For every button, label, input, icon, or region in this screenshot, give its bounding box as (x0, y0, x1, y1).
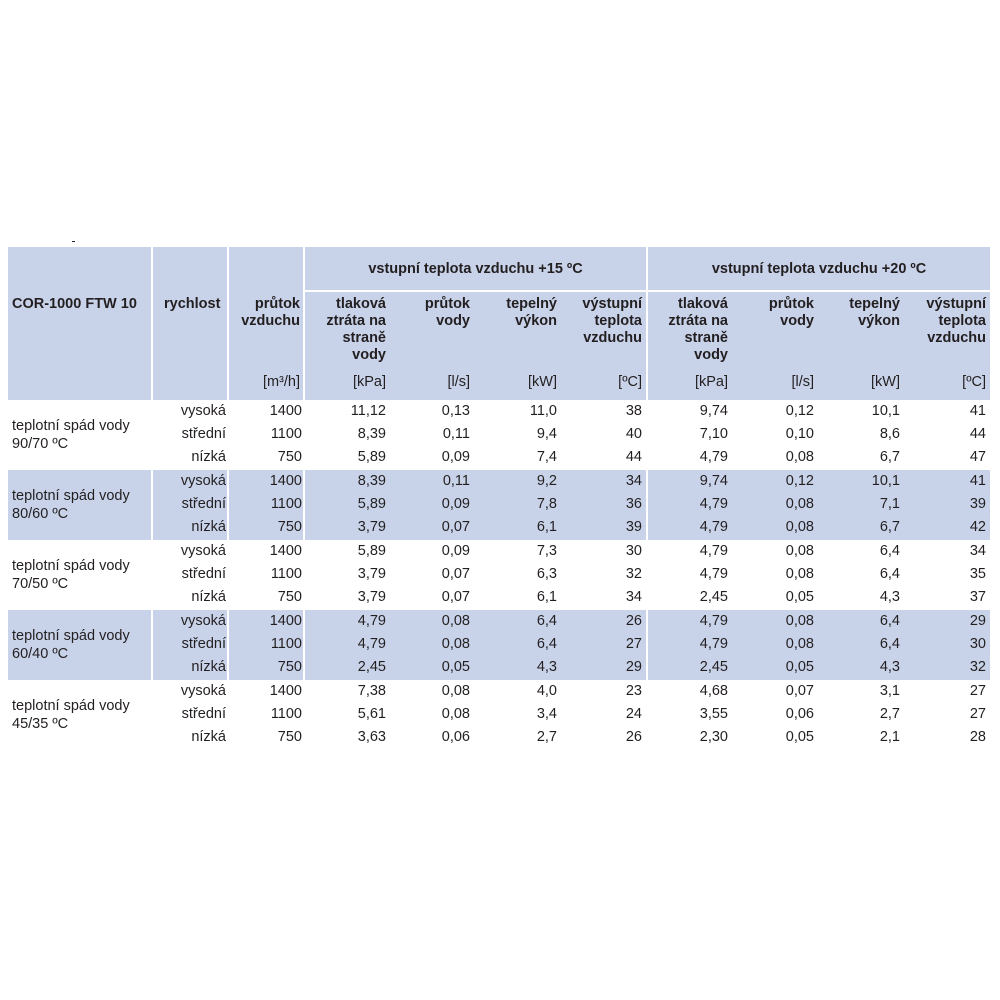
table-cell: 41 (969, 403, 986, 419)
table-cell: 30 (625, 543, 642, 559)
table-cell: 34 (625, 589, 642, 605)
speed-cell: nízká (191, 519, 226, 535)
table-cell: 9,74 (699, 403, 728, 419)
header-divider (151, 247, 153, 400)
table-cell: 2,1 (879, 729, 900, 745)
column-header: průtok vody (424, 296, 470, 329)
table-cell: 0,12 (785, 403, 814, 419)
table-cell: 26 (625, 613, 642, 629)
table-cell: 0,08 (441, 613, 470, 629)
table-cell: 24 (625, 706, 642, 722)
table-cell: 6,4 (879, 613, 900, 629)
table-cell: 3,55 (699, 706, 728, 722)
table-cell: 6,4 (879, 566, 900, 582)
table-cell: 28 (969, 729, 986, 745)
table-cell: 30 (969, 636, 986, 652)
table-cell: 4,79 (699, 636, 728, 652)
row-group (8, 680, 990, 750)
table-cell: 7,38 (357, 683, 386, 699)
table-cell: 44 (625, 449, 642, 465)
table-cell: 42 (969, 519, 986, 535)
table-cell: 0,08 (785, 636, 814, 652)
table-cell: 0,11 (442, 473, 470, 489)
table-cell: 750 (277, 729, 302, 745)
speed-cell: střední (181, 706, 226, 722)
row-group (8, 610, 990, 680)
header-divider (305, 290, 990, 292)
table-cell: 7,8 (536, 496, 557, 512)
table-cell: 2,7 (879, 706, 900, 722)
table-cell: 32 (625, 566, 642, 582)
table-cell: 1100 (270, 706, 302, 722)
table-cell: 4,79 (357, 636, 386, 652)
table-cell: 750 (277, 449, 302, 465)
airflow-unit: [m³/h] (262, 374, 300, 390)
table-cell: 2,45 (699, 659, 728, 675)
table-cell: 5,89 (357, 543, 386, 559)
table-cell: 0,08 (441, 683, 470, 699)
column-unit: [l/s] (447, 374, 470, 390)
group-label: teplotní spád vody 45/35 ºC (12, 698, 130, 732)
table-cell: 4,3 (879, 589, 900, 605)
column-header: výstupní teplota vzduchu (582, 296, 642, 346)
table-cell: 4,0 (536, 683, 557, 699)
table-cell: 1100 (270, 426, 302, 442)
table-cell: 2,45 (699, 589, 728, 605)
table-cell: 0,10 (785, 426, 814, 442)
group-header-15: vstupní teplota vzduchu +15 ºC (368, 261, 583, 277)
table-cell: 11,0 (529, 403, 557, 419)
table-cell: 4,79 (699, 543, 728, 559)
speed-cell: střední (181, 636, 226, 652)
table-cell: 0,08 (785, 519, 814, 535)
table-cell: 4,68 (699, 683, 728, 699)
table-cell: 5,89 (357, 449, 386, 465)
table-cell: 32 (969, 659, 986, 675)
table-cell: 0,07 (441, 589, 470, 605)
column-header: tlaková ztráta na straně vody (326, 296, 386, 363)
header-divider (227, 247, 229, 400)
table-header (8, 247, 990, 400)
table-cell: 8,6 (879, 426, 900, 442)
column-unit: [kW] (528, 374, 557, 390)
table-cell: 4,79 (699, 613, 728, 629)
table-cell: 4,79 (699, 566, 728, 582)
table-cell: 40 (625, 426, 642, 442)
column-unit: [ºC] (962, 374, 986, 390)
column-header: průtok vody (768, 296, 814, 329)
table-cell: 1400 (269, 613, 302, 629)
table-cell: 6,3 (536, 566, 557, 582)
stray-mark (72, 241, 75, 242)
table-cell: 0,08 (785, 543, 814, 559)
table-cell: 27 (625, 636, 642, 652)
table-cell: 0,07 (441, 566, 470, 582)
table-cell: 0,05 (441, 659, 470, 675)
table-cell: 0,08 (785, 566, 814, 582)
column-unit: [kW] (871, 374, 900, 390)
table-cell: 0,05 (785, 729, 814, 745)
table-cell: 8,39 (357, 473, 386, 489)
table-body (8, 400, 990, 750)
table-cell: 4,79 (699, 496, 728, 512)
table-cell: 2,30 (699, 729, 728, 745)
table-cell: 4,3 (536, 659, 557, 675)
speed-cell: střední (181, 426, 226, 442)
row-divider (303, 470, 305, 540)
table-cell: 4,79 (699, 449, 728, 465)
table-cell: 1400 (269, 543, 302, 559)
table-cell: 4,3 (879, 659, 900, 675)
table-cell: 27 (969, 683, 986, 699)
airflow-header: průtok vzduchu (241, 296, 300, 329)
table-cell: 39 (969, 496, 986, 512)
table-cell: 750 (277, 589, 302, 605)
table-cell: 4,79 (357, 613, 386, 629)
table-cell: 38 (625, 403, 642, 419)
table-cell: 37 (969, 589, 986, 605)
column-header: výstupní teplota vzduchu (926, 296, 986, 346)
group-label: teplotní spád vody 80/60 ºC (12, 488, 130, 522)
table-cell: 1100 (270, 636, 302, 652)
table-cell: 7,1 (879, 496, 900, 512)
table-cell: 3,1 (879, 683, 900, 699)
table-cell: 2,7 (536, 729, 557, 745)
table-cell: 1100 (270, 496, 302, 512)
performance-table (8, 247, 990, 750)
speed-cell: vysoká (180, 403, 226, 419)
table-cell: 0,09 (441, 543, 470, 559)
table-cell: 7,3 (536, 543, 557, 559)
table-cell: 0,08 (441, 706, 470, 722)
table-cell: 0,09 (441, 449, 470, 465)
speed-cell: nízká (191, 449, 226, 465)
column-unit: [ºC] (618, 374, 642, 390)
table-cell: 26 (625, 729, 642, 745)
table-cell: 0,08 (785, 496, 814, 512)
speed-header: rychlost (164, 296, 221, 312)
table-cell: 0,09 (441, 496, 470, 512)
table-cell: 3,79 (357, 519, 386, 535)
table-cell: 3,79 (357, 589, 386, 605)
table-cell: 0,07 (785, 683, 814, 699)
group-header-20: vstupní teplota vzduchu +20 ºC (711, 261, 927, 277)
column-unit: [kPa] (694, 374, 728, 390)
speed-cell: nízká (191, 729, 226, 745)
speed-cell: vysoká (180, 473, 226, 489)
table-cell: 1100 (270, 566, 302, 582)
table-cell: 36 (625, 496, 642, 512)
row-group (8, 400, 990, 470)
speed-cell: vysoká (180, 543, 226, 559)
table-cell: 0,07 (441, 519, 470, 535)
table-cell: 0,06 (441, 729, 470, 745)
row-divider (303, 610, 305, 680)
table-cell: 0,05 (785, 659, 814, 675)
table-cell: 10,1 (871, 473, 900, 489)
table-cell: 10,1 (871, 403, 900, 419)
table-cell: 0,11 (442, 426, 470, 442)
table-cell: 0,05 (785, 589, 814, 605)
table-cell: 0,13 (441, 403, 470, 419)
table-cell: 27 (969, 706, 986, 722)
speed-cell: nízká (191, 659, 226, 675)
table-cell: 5,61 (357, 706, 386, 722)
table-cell: 0,08 (785, 613, 814, 629)
table-cell: 5,89 (357, 496, 386, 512)
table-cell: 6,4 (879, 636, 900, 652)
table-cell: 8,39 (357, 426, 386, 442)
table-cell: 1400 (269, 473, 302, 489)
speed-cell: střední (181, 496, 226, 512)
table-cell: 6,4 (536, 613, 557, 629)
table-cell: 35 (969, 566, 986, 582)
table-cell: 750 (277, 519, 302, 535)
speed-cell: střední (181, 566, 226, 582)
column-header: tepelný výkon (849, 296, 900, 329)
speed-cell: vysoká (180, 613, 226, 629)
table-cell: 6,1 (536, 519, 557, 535)
table-cell: 0,12 (785, 473, 814, 489)
table-cell: 34 (969, 543, 986, 559)
column-header: tepelný výkon (506, 296, 557, 329)
group-label: teplotní spád vody 90/70 ºC (12, 418, 130, 452)
table-cell: 39 (625, 519, 642, 535)
table-cell: 0,08 (441, 636, 470, 652)
column-unit: [kPa] (352, 374, 386, 390)
table-cell: 29 (969, 613, 986, 629)
speed-cell: nízká (191, 589, 226, 605)
table-cell: 6,1 (536, 589, 557, 605)
table-cell: 3,63 (357, 729, 386, 745)
row-group (8, 470, 990, 540)
table-cell: 4,79 (699, 519, 728, 535)
table-cell: 44 (969, 426, 986, 442)
group-label: teplotní spád vody 70/50 ºC (12, 558, 130, 592)
table-cell: 41 (969, 473, 986, 489)
table-cell: 3,79 (357, 566, 386, 582)
table-cell: 47 (969, 449, 986, 465)
speed-cell: vysoká (180, 683, 226, 699)
table-cell: 29 (625, 659, 642, 675)
table-cell: 1400 (269, 403, 302, 419)
row-group (8, 540, 990, 610)
table-cell: 6,4 (536, 636, 557, 652)
table-cell: 3,4 (536, 706, 557, 722)
group-label: teplotní spád vody 60/40 ºC (12, 628, 130, 662)
table-cell: 11,12 (350, 403, 386, 419)
table-cell: 9,2 (536, 473, 557, 489)
table-cell: 6,7 (879, 519, 900, 535)
table-cell: 7,4 (536, 449, 557, 465)
table-cell: 1400 (269, 683, 302, 699)
model-name: COR-1000 FTW 10 (12, 296, 137, 312)
table-cell: 9,4 (536, 426, 557, 442)
table-cell: 9,74 (699, 473, 728, 489)
table-cell: 0,08 (785, 449, 814, 465)
table-cell: 2,45 (357, 659, 386, 675)
table-cell: 23 (625, 683, 642, 699)
table-cell: 34 (625, 473, 642, 489)
table-cell: 6,7 (879, 449, 900, 465)
table-cell: 0,06 (785, 706, 814, 722)
column-unit: [l/s] (791, 374, 814, 390)
table-cell: 7,10 (699, 426, 728, 442)
table-cell: 750 (277, 659, 302, 675)
column-header: tlaková ztráta na straně vody (668, 296, 728, 363)
table-cell: 6,4 (879, 543, 900, 559)
